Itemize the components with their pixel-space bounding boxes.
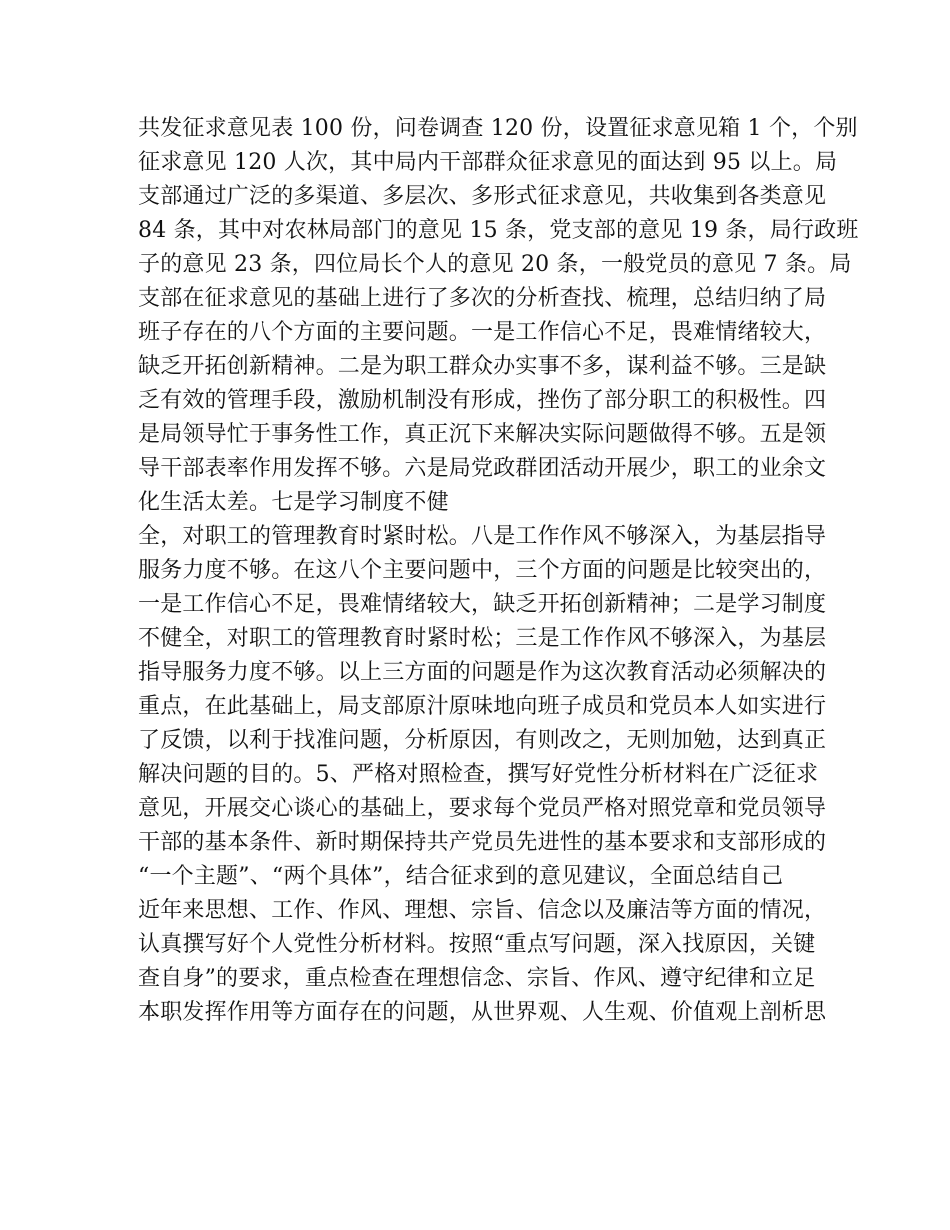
text-line: 化生活太差。七是学习制度不健	[138, 490, 449, 515]
text-line: 服务力度不够。在这八个主要问题中，三个方面的问题是比较突出的，	[138, 558, 827, 583]
text-line: 全，对职工的管理教育时紧时松。八是工作作风不够深入，为基层指导	[138, 524, 827, 549]
text-line: 干部的基本条件、新时期保持共产党员先进性的基本要求和支部形成的	[138, 830, 827, 855]
text-line: 解决问题的目的。5、严格对照检查，撰写好党性分析材料在广泛征求	[138, 762, 819, 787]
text-line: 了反馈，以利于找准问题，分析原因，有则改之，无则加勉，达到真正	[138, 728, 827, 753]
text-line: 认真撰写好个人党性分析材料。按照“重点写问题，深入找原因，关键	[138, 932, 816, 957]
text-line: 意见，开展交心谈心的基础上，要求每个党员严格对照党章和党员领导	[138, 796, 827, 821]
text-line: 征求意见 120 人次，其中局内干部群众征求意见的面达到 95 以上。局	[138, 150, 838, 175]
text-line: 是局领导忙于事务性工作，真正沉下来解决实际问题做得不够。五是领	[138, 422, 827, 447]
text-line: 共发征求意见表 100 份，问卷调查 120 份，设置征求意见箱 1 个，个别	[138, 116, 858, 141]
text-line: 一是工作信心不足，畏难情绪较大，缺乏开拓创新精神；二是学习制度	[138, 592, 827, 617]
text-line: 支部通过广泛的多渠道、多层次、多形式征求意见，共收集到各类意见	[138, 184, 827, 209]
text-line: 不健全，对职工的管理教育时紧时松；三是工作作风不够深入，为基层	[138, 626, 827, 651]
text-line: 指导服务力度不够。以上三方面的问题是作为这次教育活动必须解决的	[138, 660, 827, 685]
text-line: 支部在征求意见的基础上进行了多次的分析查找、梳理，总结归纳了局	[138, 286, 827, 311]
text-line: 班子存在的八个方面的主要问题。一是工作信心不足，畏难情绪较大，	[138, 320, 827, 345]
text-line: 子的意见 23 条，四位局长个人的意见 20 条，一般党员的意见 7 条。局	[138, 252, 852, 277]
text-line: 近年来思想、工作、作风、理想、宗旨、信念以及廉洁等方面的情况，	[138, 898, 827, 923]
text-line: 导干部表率作用发挥不够。六是局党政群团活动开展少，职工的业余文	[138, 456, 827, 481]
text-line: “一个主题”、“两个具体”，结合征求到的意见建议，全面总结自己	[138, 864, 784, 889]
text-line: 乏有效的管理手段，激励机制没有形成，挫伤了部分职工的积极性。四	[138, 388, 827, 413]
document-body	[138, 112, 859, 1030]
text-line: 查自身”的要求，重点检查在理想信念、宗旨、作风、遵守纪律和立足	[138, 966, 816, 991]
text-line: 84 条，其中对农林局部门的意见 15 条，党支部的意见 19 条，局行政班	[138, 218, 859, 243]
text-line: 重点，在此基础上，局支部原汁原味地向班子成员和党员本人如实进行	[138, 694, 827, 719]
text-line: 缺乏开拓创新精神。二是为职工群众办实事不多，谋利益不够。三是缺	[138, 354, 827, 379]
text-line: 本职发挥作用等方面存在的问题，从世界观、人生观、价值观上剖析思	[138, 1000, 827, 1025]
